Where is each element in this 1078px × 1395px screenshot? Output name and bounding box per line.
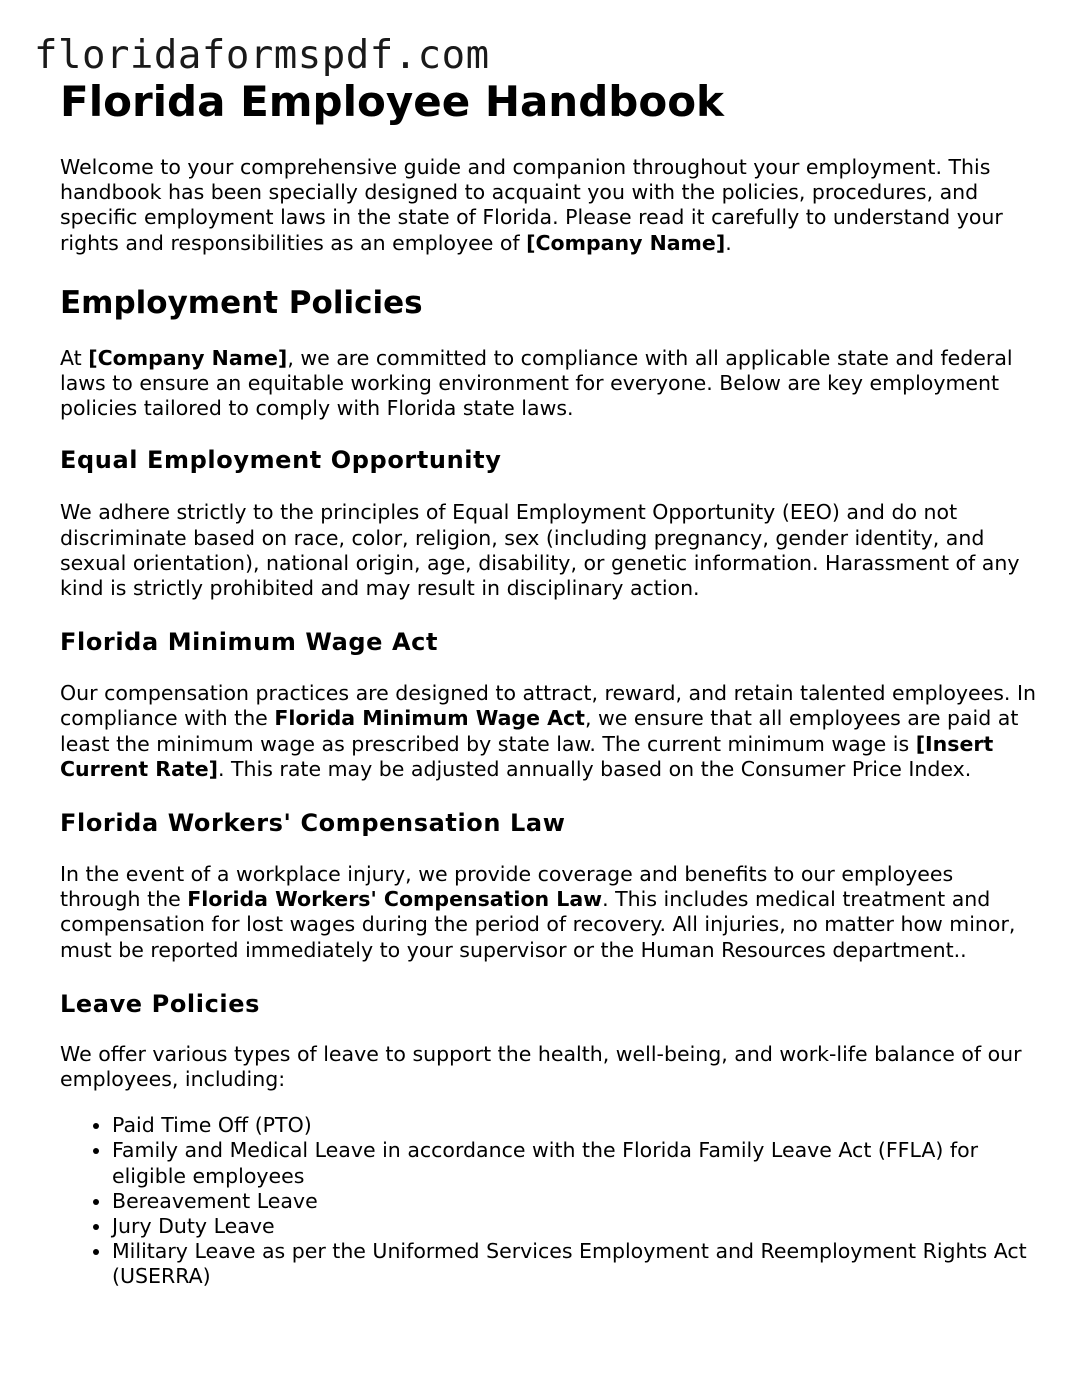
minimum-wage-paragraph (60, 681, 1040, 782)
intro-paragraph (60, 155, 1040, 256)
minimum-wage-act-name: Florida Minimum Wage Act (274, 706, 585, 731)
minimum-wage-text: Our compensation practices are designed to attract, reward, and retain talented employees. In compliance with the (60, 681, 1037, 731)
current-rate-placeholder: [Insert Current Rate] (60, 731, 994, 781)
employment-policies-text: At (60, 345, 89, 370)
intro-text-end: . (725, 230, 732, 255)
workers-comp-paragraph (60, 862, 1040, 963)
eeo-paragraph: We adhere strictly to the principles of Equal Employment Opportunity (EEO) and do not discriminate based on race, color, religion, sex (including pregnancy, gender identity, and sexual orientation), national origin, age, disability, or genetic information. Harassment of any kind is strictly prohibited and may result in disciplinary action. (60, 500, 1020, 601)
list-item: • Paid Time Off (PTO) (112, 1113, 1040, 1138)
document-title: Florida Employee Handbook (60, 77, 724, 126)
workers-comp-law-name: Florida Workers' Compensation Law (187, 887, 603, 912)
workers-comp-text: . This includes medical treatment and compensation for lost wages during the period of recovery. All injuries, no matter how minor, must be reported immediately to your supervisor or the Human Resources department.. (60, 887, 1016, 962)
subheading-eeo: Equal Employment Opportunity (60, 446, 502, 475)
intro-text: Welcome to your comprehensive guide and companion throughout your employment. This handbook has been specially designed to acquaint you with the policies, procedures, and specific employment laws in the state of Florida. Please read it carefully to understand your rights and responsibilities as an employee of (60, 155, 1003, 255)
workers-comp-text: In the event of a workplace injury, we provide coverage and benefits to our employees through the (60, 862, 954, 912)
minimum-wage-text: . This rate may be adjusted annually based on the Consumer Price Index. (217, 756, 972, 781)
list-item: • Military Leave as per the Uniformed Services Employment and Reemployment Rights Act (USERRA) (112, 1239, 1040, 1289)
list-item: • Jury Duty Leave (112, 1214, 1040, 1239)
company-name-placeholder: [Company Name] (526, 230, 726, 255)
employment-policies-paragraph (60, 346, 1040, 422)
employment-policies-text-end: , we are committed to compliance with all applicable state and federal laws to ensure an equitable working environment for everyone. Below are key employment policies tailored to comply with Florida state laws. (60, 345, 1013, 421)
watermark: floridaformspdf.com (34, 33, 490, 78)
minimum-wage-text: , we ensure that all employees are paid at least the minimum wage as prescribed by state law. The current minimum wage is (60, 706, 1019, 756)
subheading-workers-comp: Florida Workers' Compensation Law (60, 809, 566, 838)
list-item: • Bereavement Leave (112, 1189, 1040, 1214)
company-name-placeholder: [Company Name] (88, 345, 288, 370)
document-page (60, 76, 1040, 1290)
list-item: • Family and Medical Leave in accordance with the Florida Family Leave Act (FFLA) for eligible employees (112, 1138, 1040, 1188)
leave-types-list (60, 1113, 1040, 1289)
section-heading-employment-policies: Employment Policies (60, 284, 423, 321)
subheading-minimum-wage: Florida Minimum Wage Act (60, 628, 439, 657)
leave-paragraph: We offer various types of leave to support the health, well-being, and work-life balance of our employees, including: (60, 1041, 1022, 1092)
subheading-leave-policies: Leave Policies (60, 989, 260, 1018)
